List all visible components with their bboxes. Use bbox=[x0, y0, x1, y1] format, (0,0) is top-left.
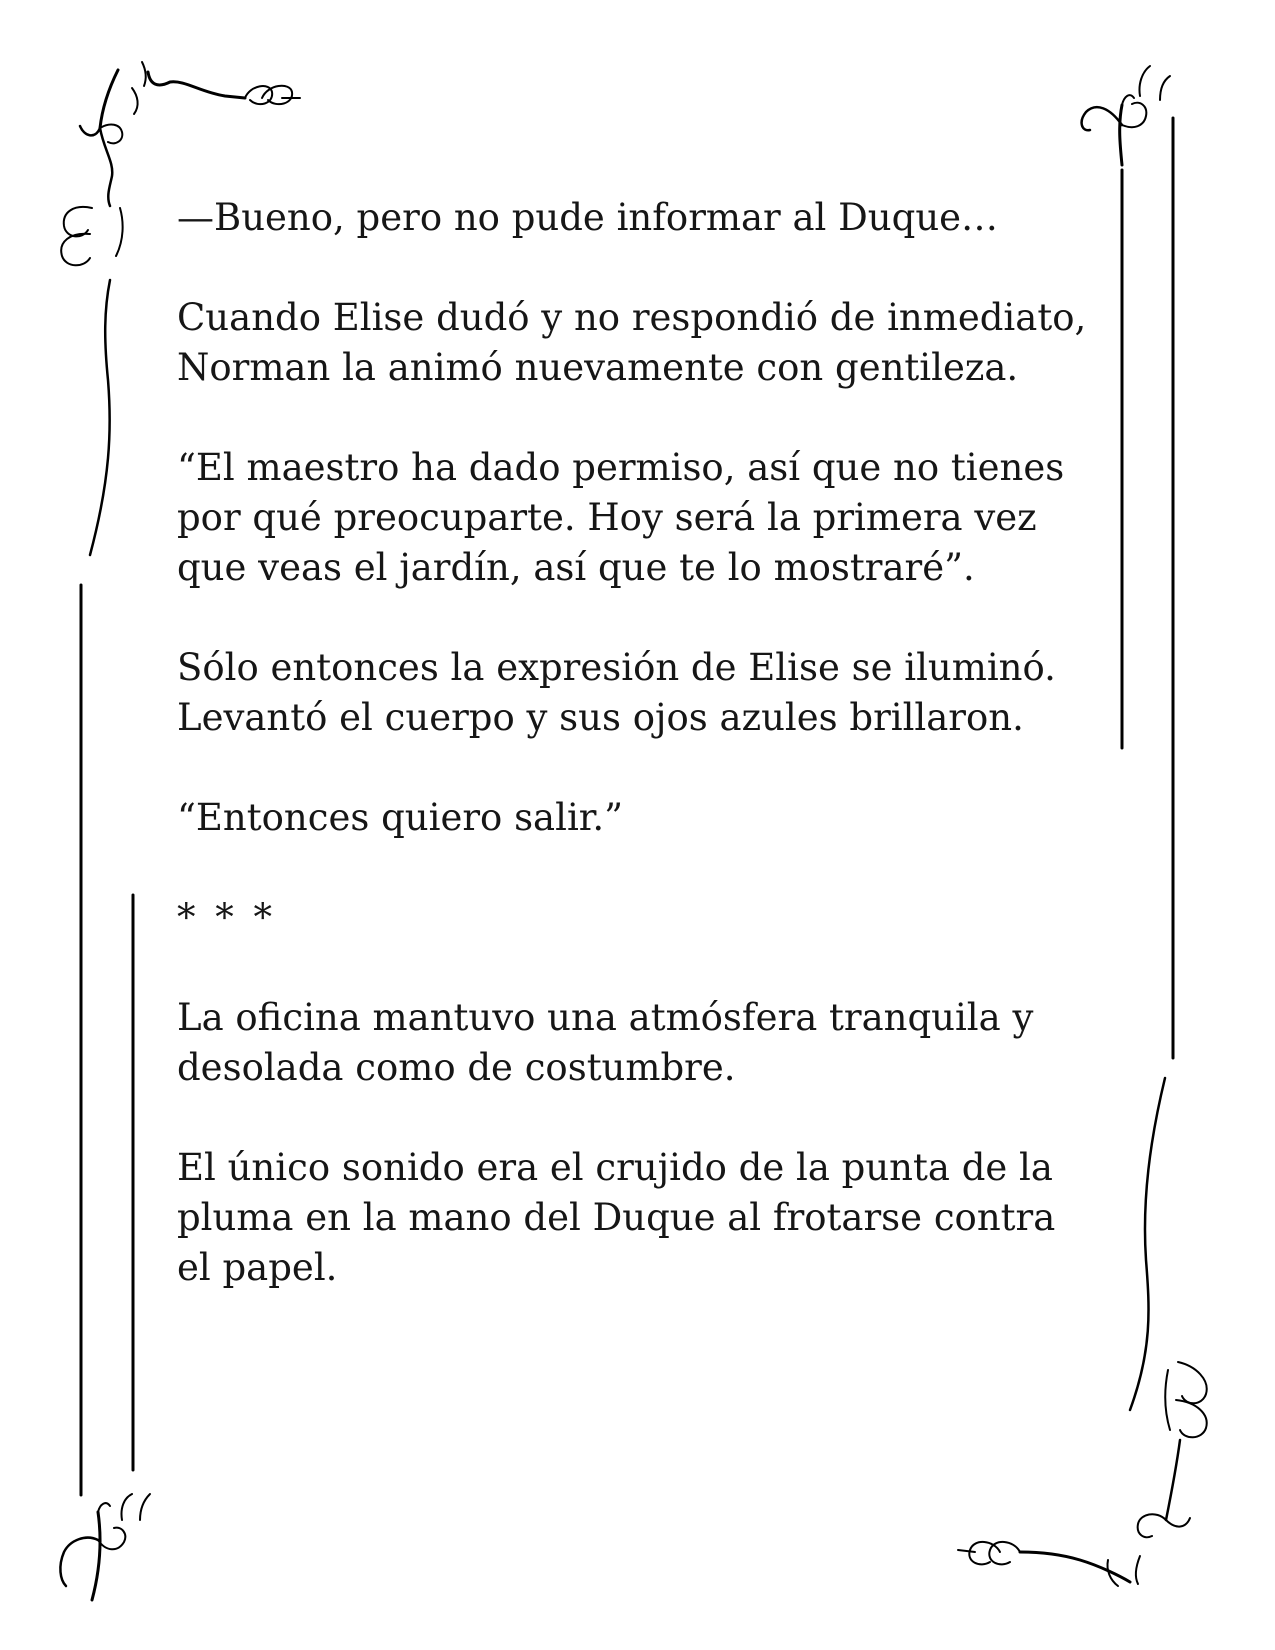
paragraph-1: —Bueno, pero no pude informar al Duque… bbox=[177, 196, 999, 239]
paragraph-6: La oficina mantuvo una atmósfera tranquila y desolada como de costumbre. bbox=[177, 996, 1034, 1089]
paragraph-4: Sólo entonces la expresión de Elise se iluminó. Levantó el cuerpo y sus ojos azules brillaron. bbox=[177, 646, 1056, 739]
paragraph-3: “El maestro ha dado permiso, así que no tienes por qué preocuparte. Hoy será la primera vez que veas el jardín, así que te lo mostraré”. bbox=[177, 446, 1065, 589]
paragraph-7: El único sonido era el crujido de la punta de la pluma en la mano del Duque al frotarse contra el papel. bbox=[177, 1146, 1056, 1289]
story-text bbox=[177, 193, 1097, 1343]
bottom-left-flourish bbox=[60, 1494, 150, 1600]
top-right-flourish bbox=[1082, 66, 1170, 165]
paragraph-2: Cuando Elise dudó y no respondió de inmediato, Norman la animó nuevamente con gentileza. bbox=[177, 296, 1087, 389]
paragraph-5: “Entonces quiero salir.” bbox=[177, 796, 624, 839]
scene-separator: * * * bbox=[177, 896, 277, 939]
